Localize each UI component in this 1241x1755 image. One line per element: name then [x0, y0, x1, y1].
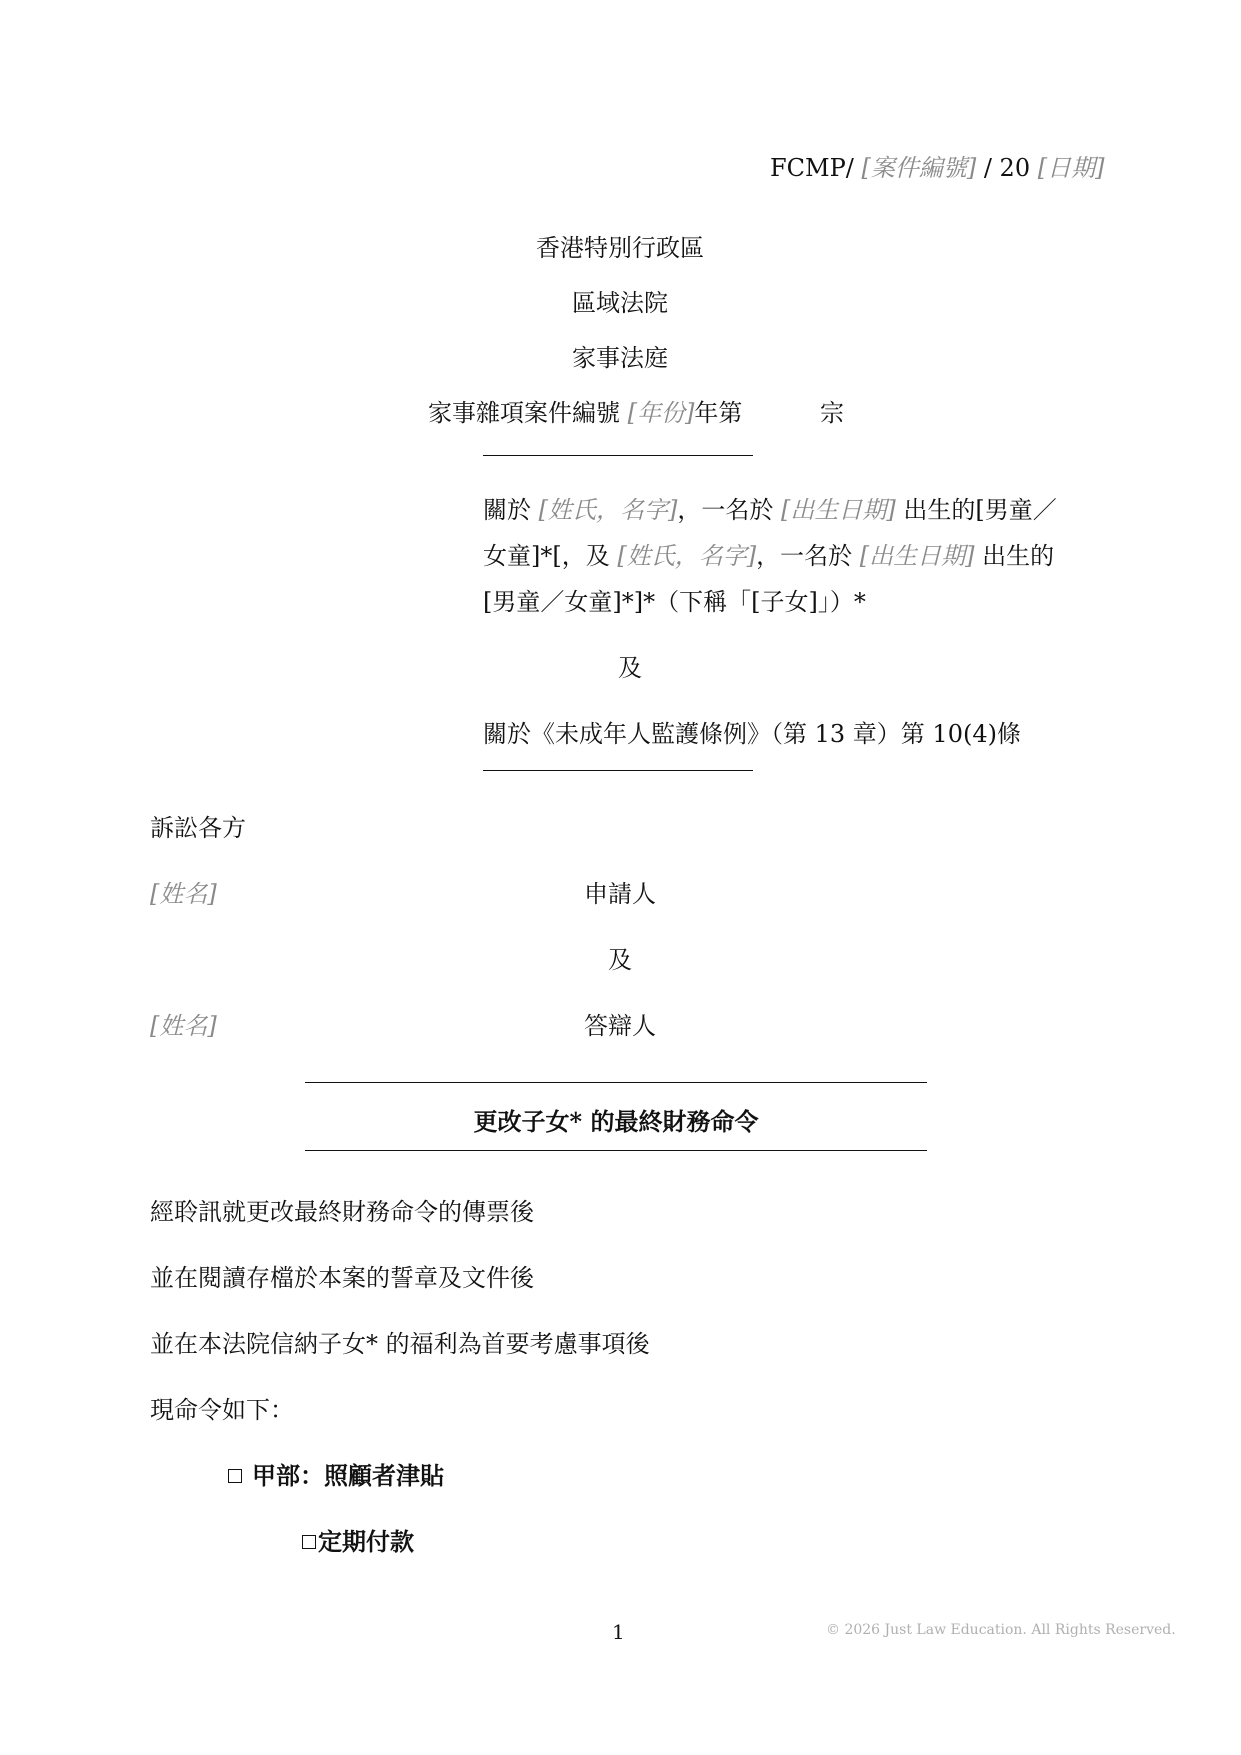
title-rule-bottom — [305, 1150, 927, 1151]
matter-text: 出生的[男童／ — [903, 496, 1057, 524]
matter-and: 及 — [618, 654, 642, 682]
applicant-name-placeholder: [姓名] — [150, 880, 217, 908]
matter-text: ，一名於 — [677, 496, 774, 524]
matter-line-3: [男童／女童]*]*（下稱「[子女]」）* — [483, 588, 866, 616]
child-name-placeholder: [姓氏，名字] — [617, 542, 757, 570]
court-division: 家事法庭 — [572, 344, 668, 372]
order-intro: 現命令如下： — [150, 1396, 294, 1424]
ordinance-line: 關於《未成年人監護條例》（第 13 章）第 10(4)條 — [483, 720, 1021, 748]
case-number-line — [428, 393, 844, 428]
title-rule-top — [305, 1082, 927, 1083]
year-placeholder: [年份] — [627, 399, 695, 427]
periodic-payment-label: 定期付款 — [318, 1527, 414, 1556]
periodic-payment-heading — [302, 1522, 414, 1557]
recital-3: 並在本法院信納子女* 的福利為首要考慮事項後 — [150, 1330, 650, 1358]
court-region: 香港特別行政區 — [536, 234, 704, 262]
parties-heading: 訴訟各方 — [150, 814, 246, 842]
divider-top — [483, 455, 753, 456]
case-line-end: 宗 — [820, 399, 845, 427]
date-placeholder: [日期] — [1037, 154, 1105, 182]
case-line-mid: 年第 — [694, 399, 743, 427]
page-number: 1 — [612, 1620, 625, 1644]
matter-line-2 — [483, 536, 1054, 571]
part-a-label: 甲部：照顧者津貼 — [252, 1461, 444, 1490]
case-ref-prefix: FCMP/ — [770, 154, 854, 182]
dob-placeholder: [出生日期] — [859, 542, 975, 570]
case-number-placeholder: [案件編號] — [861, 154, 977, 182]
case-ref-mid: / 20 — [983, 154, 1031, 182]
matter-text: 出生的 — [982, 542, 1055, 570]
recital-1: 經聆訊就更改最終財務命令的傳票後 — [150, 1198, 534, 1226]
matter-text: 女童]*[，及 — [483, 542, 610, 570]
dob-placeholder: [出生日期] — [781, 496, 896, 524]
divider-bottom — [483, 770, 753, 771]
checkbox-part-a[interactable] — [228, 1469, 242, 1483]
respondent-role: 答辯人 — [584, 1012, 656, 1040]
child-name-placeholder: [姓氏，名字] — [538, 496, 678, 524]
applicant-role: 申請人 — [584, 880, 656, 908]
case-line-start: 家事雜項案件編號 — [428, 399, 620, 427]
respondent-name-placeholder: [姓名] — [150, 1012, 217, 1040]
recital-2: 並在閱讀存檔於本案的誓章及文件後 — [150, 1264, 534, 1292]
matter-line-1 — [483, 490, 1057, 525]
matter-text: ，一名於 — [756, 542, 853, 570]
part-a-heading — [228, 1456, 444, 1491]
parties-and: 及 — [608, 946, 632, 974]
order-title: 更改子女* 的最終財務命令 — [473, 1107, 759, 1136]
matter-text: 關於 — [483, 496, 531, 524]
court-name: 區域法院 — [572, 289, 668, 317]
checkbox-periodic-payment[interactable] — [302, 1535, 316, 1549]
copyright-notice: © 2026 Just Law Education. All Rights Reserved. — [826, 1622, 1176, 1638]
case-reference — [770, 148, 1104, 183]
